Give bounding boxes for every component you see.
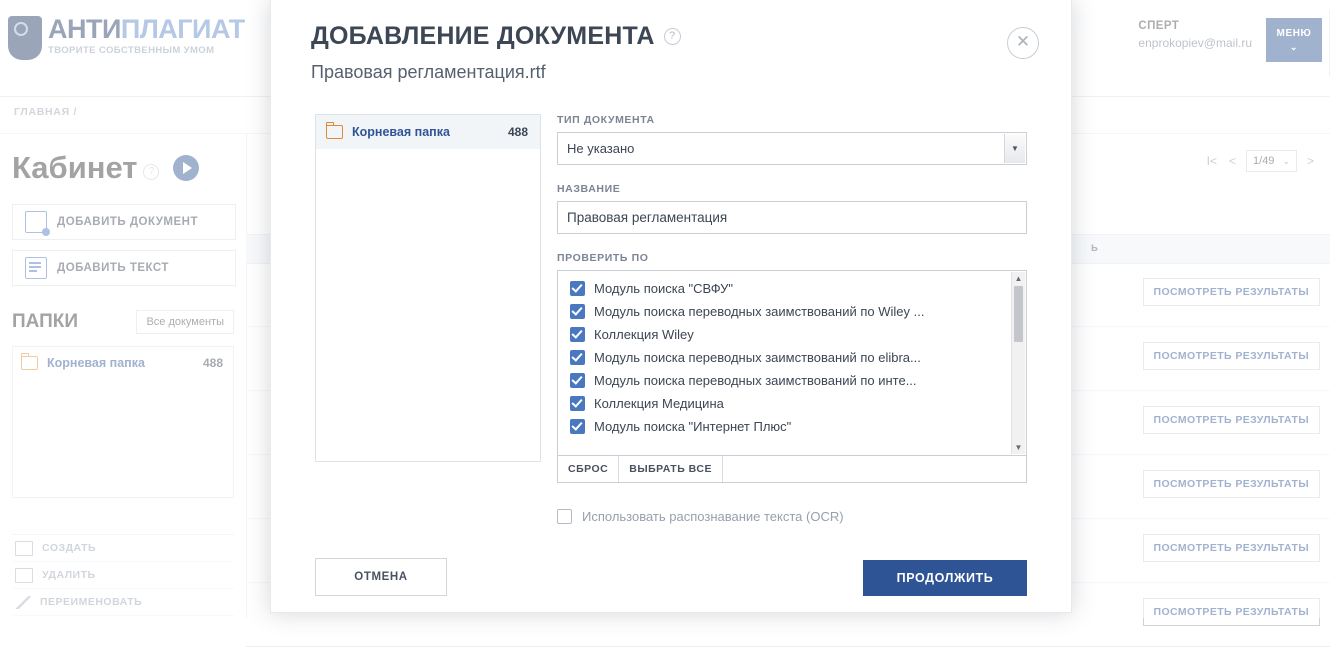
dialog-title-text: ДОБАВЛЕНИЕ ДОКУМЕНТА: [311, 22, 655, 50]
ocr-label: Использовать распознавание текста (OCR): [582, 509, 844, 524]
help-icon[interactable]: ?: [664, 28, 681, 45]
module-label: Коллекция Медицина: [594, 396, 724, 411]
name-label: НАЗВАНИЕ: [557, 183, 621, 195]
check-by-label: ПРОВЕРИТЬ ПО: [557, 252, 649, 264]
scrollbar-thumb[interactable]: [1014, 286, 1023, 342]
folder-tree-item-count: 488: [507, 125, 528, 139]
list-item[interactable]: [558, 277, 1026, 300]
doc-type-select[interactable]: [557, 132, 1027, 165]
folder-tree[interactable]: [315, 114, 541, 462]
checkbox-icon[interactable]: [570, 396, 585, 411]
ocr-option[interactable]: [557, 509, 1027, 524]
select-all-modules-button[interactable]: ВЫБРАТЬ ВСЕ: [619, 456, 723, 482]
scroll-down-icon[interactable]: ▼: [1014, 443, 1023, 452]
reset-modules-button[interactable]: СБРОС: [558, 456, 619, 482]
add-document-dialog: [270, 0, 1072, 613]
list-item[interactable]: [558, 369, 1026, 392]
doc-type-label: ТИП ДОКУМЕНТА: [557, 114, 655, 126]
search-modules-list[interactable]: [557, 270, 1027, 456]
module-label: Модуль поиска "СВФУ": [594, 281, 733, 296]
module-label: Модуль поиска переводных заимствований по elibra...: [594, 350, 921, 365]
close-icon[interactable]: ✕: [1007, 27, 1039, 59]
modules-toolbar: [557, 456, 1027, 483]
list-item[interactable]: [558, 300, 1026, 323]
list-item[interactable]: [558, 392, 1026, 415]
scroll-up-icon[interactable]: ▲: [1014, 274, 1023, 283]
doc-type-value: Не указано: [567, 141, 635, 156]
checkbox-icon[interactable]: [570, 350, 585, 365]
checkbox-icon[interactable]: [570, 373, 585, 388]
module-label: Модуль поиска переводных заимствований по Wiley ...: [594, 304, 925, 319]
checkbox-icon[interactable]: [570, 327, 585, 342]
continue-button[interactable]: ПРОДОЛЖИТЬ: [863, 560, 1027, 596]
checkbox-icon[interactable]: [557, 509, 572, 524]
dialog-form: [557, 114, 1027, 524]
cancel-button[interactable]: ОТМЕНА: [315, 558, 447, 596]
folder-tree-item-name: Корневая папка: [352, 125, 450, 139]
module-label: Коллекция Wiley: [594, 327, 694, 342]
checkbox-icon[interactable]: [570, 419, 585, 434]
checkbox-icon[interactable]: [570, 281, 585, 296]
module-label: Модуль поиска "Интернет Плюс": [594, 419, 792, 434]
chevron-down-icon[interactable]: ▼: [1004, 134, 1025, 163]
folder-tree-item-root[interactable]: [316, 115, 540, 149]
module-label: Модуль поиска переводных заимствований по инте...: [594, 373, 917, 388]
scrollbar[interactable]: [1011, 272, 1025, 454]
name-input-value: Правовая регламентация: [567, 210, 728, 225]
dialog-filename: Правовая регламентация.rtf: [311, 62, 546, 82]
list-item[interactable]: [558, 415, 1026, 438]
checkbox-icon[interactable]: [570, 304, 585, 319]
folder-icon: [326, 125, 343, 139]
name-input[interactable]: [557, 201, 1027, 234]
list-item[interactable]: [558, 323, 1026, 346]
dialog-title: [311, 22, 681, 51]
list-item[interactable]: [558, 346, 1026, 369]
